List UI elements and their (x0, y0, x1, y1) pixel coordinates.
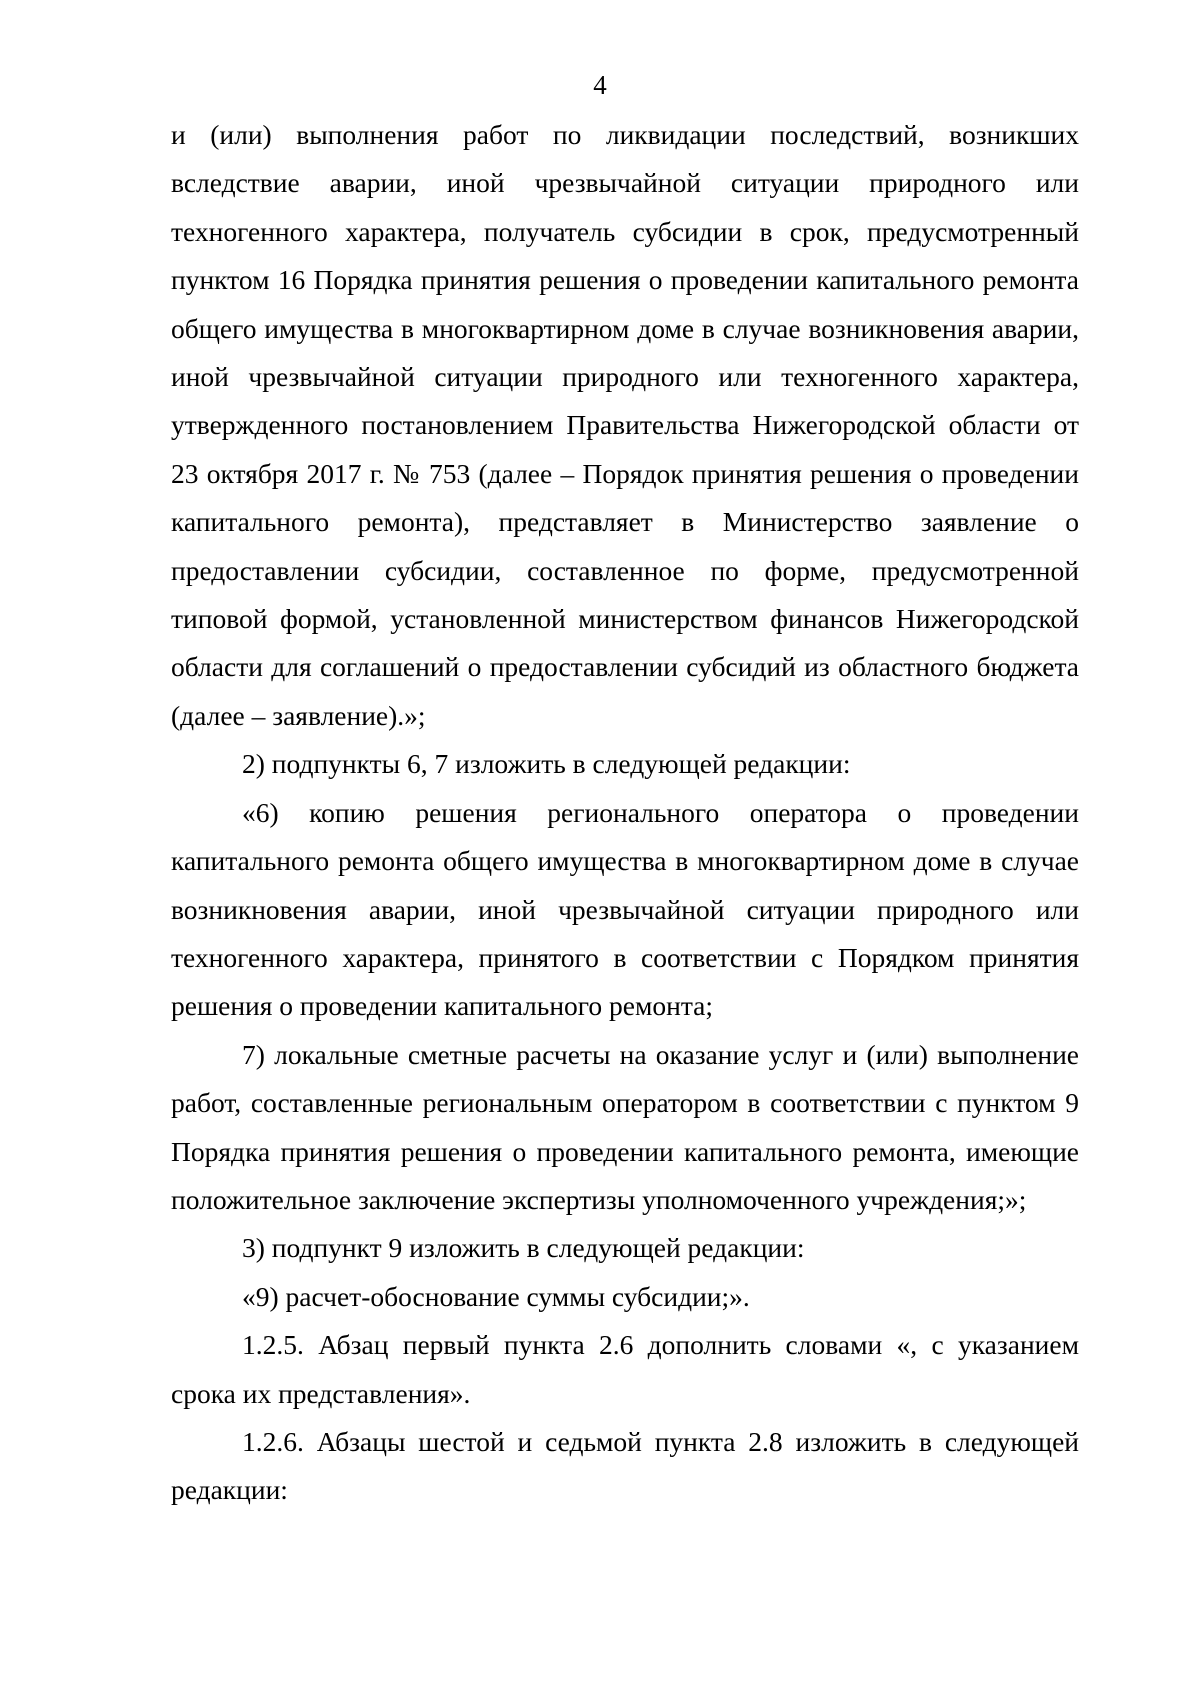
paragraph-continuation: и (или) выполнения работ по ликвидации последствий, возникших вследствие аварии, иной чрезвычайной ситуации природного или техногенного характера, получатель субсидии в срок, предусмотренный пунктом 16 Порядка принятия решения о проведении капитального ремонта общего имущества в многоквартирном доме в случае возникновения аварии, иной чрезвычайной ситуации природного или техногенного характера, утвержденного постановлением Правительства Нижегородской области от 23 октября 2017 г. № 753 (далее – Порядок принятия решения о проведении капитального ремонта), представляет в Министерство заявление о предоставлении субсидии, составленное по форме, предусмотренной типовой формой, установленной министерством финансов Нижегородской области для соглашений о предоставлении субсидий из областного бюджета (далее – заявление).»; (171, 119, 1079, 731)
paragraph-subitem-9-intro: 3) подпункт 9 изложить в следующей редакции: (242, 1232, 805, 1264)
paragraph-subitem-9: «9) расчет-обоснование суммы субсидии;». (242, 1280, 750, 1312)
paragraph-clause-1-2-5: 1.2.5. Абзац первый пункта 2.6 дополнить словами «, с указанием срока их представления». (171, 1329, 1079, 1409)
page-number: 4 (593, 70, 607, 100)
paragraph-subitem-7: 7) локальные сметные расчеты на оказание услуг и (или) выполнение работ, составленные региональным оператором в соответствии с пунктом 9 Порядка принятия решения о проведении капитального ремонта, имеющие положительное заключение экспертизы уполномоченного учреждения;»; (171, 1038, 1079, 1215)
paragraph-clause-1-2-6: 1.2.6. Абзацы шестой и седьмой пункта 2.8 изложить в следующей редакции: (171, 1425, 1079, 1506)
document-body (171, 111, 1079, 1515)
paragraph-subitem-6: «6) копию решения регионального оператора о проведении капитального ремонта общего имущества в многоквартирном доме в случае возникновения аварии, иной чрезвычайной ситуации природного или техногенного характера, принятого в соответствии с Порядком принятия решения о проведении капитального ремонта; (171, 796, 1079, 1022)
paragraph-subitems-6-7-intro: 2) подпункты 6, 7 изложить в следующей редакции: (242, 748, 851, 780)
